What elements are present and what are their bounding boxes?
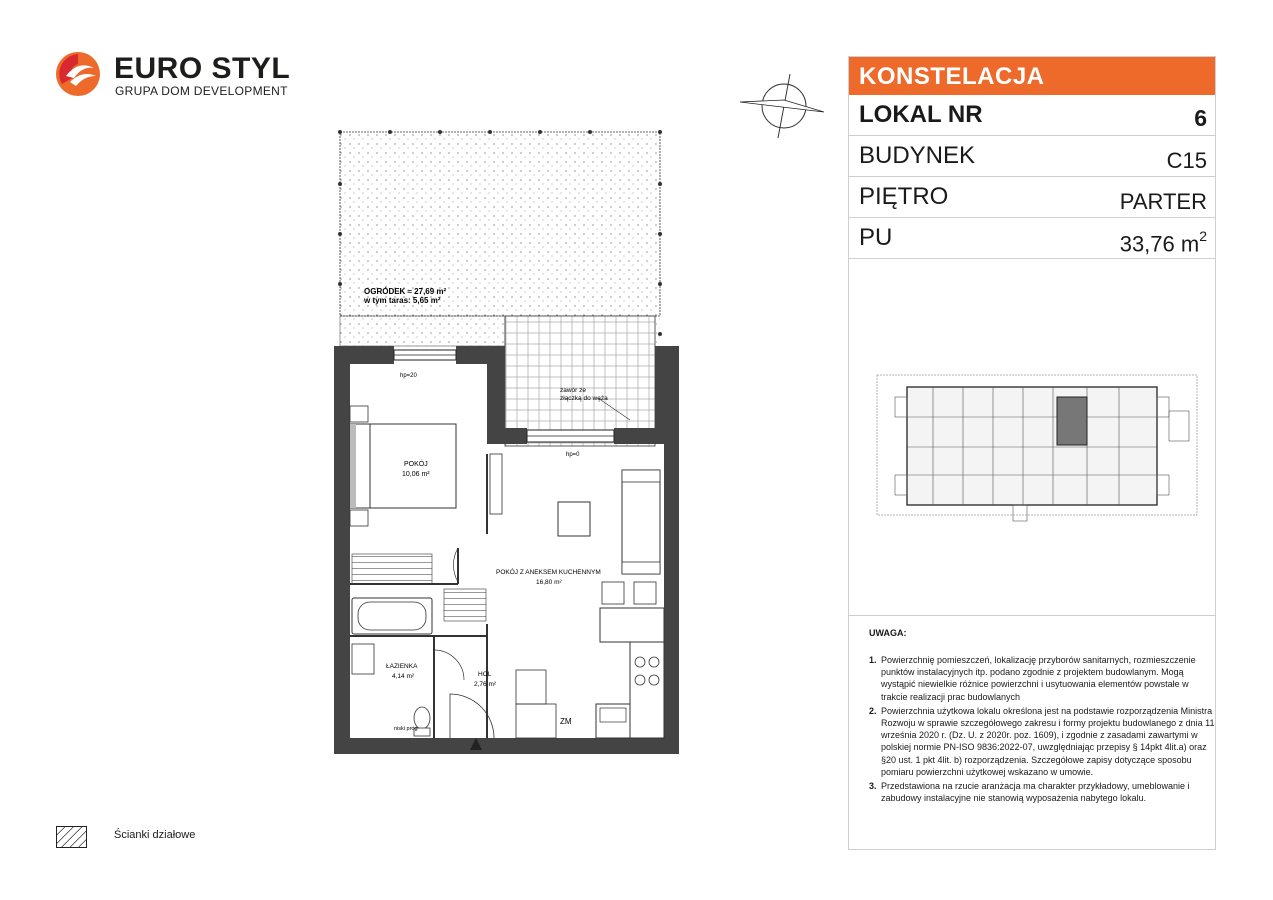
area-key: PU [859, 224, 893, 251]
bath-name: ŁAZIENKA [386, 663, 418, 670]
floor-key: PIĘTRO [859, 183, 949, 210]
legend-label: Ścianki działowe [114, 829, 196, 841]
legend-hatch-swatch [56, 826, 87, 848]
note-item-1: 1. Powierzchnię pomieszczeń, lokalizację przyborów sanitarnych, rozmieszczenie punktów instalacyjnych itp. podano zgodnie z projektem budowlanym. Mogą wystąpić niewielkie różnice powierzchni i usytuowania elementów powstałe w trakcie realizacji prac budowlanych [879, 654, 1215, 703]
hall-area: 2,76 m² [474, 681, 497, 688]
hall-name: HOL [478, 671, 492, 678]
notes-list [849, 654, 1215, 804]
brand-subtitle: GRUPA DOM DEVELOPMENT [115, 84, 288, 98]
garden-label: OGRÓDEK ≈ 27,69 m² [364, 287, 447, 296]
terrace-label: w tym taras: 5,65 m² [364, 296, 441, 305]
euro-styl-logo-icon [54, 50, 102, 98]
area-unit-exponent: 2 [1199, 228, 1207, 244]
hp0-label: hp=0 [566, 452, 580, 458]
room1-name: POKÓJ [404, 461, 428, 468]
brand-logo [54, 50, 294, 110]
area-value [1120, 230, 1207, 257]
floor-value: PARTER [1119, 189, 1207, 214]
valve-label-1: zawór ze [560, 387, 587, 394]
hp20-label: hp=20 [400, 373, 417, 379]
north-arrow-icon [738, 72, 828, 140]
row-floor [849, 177, 1215, 218]
row-area [849, 218, 1215, 259]
building-key: BUDYNEK [859, 142, 976, 169]
row-unit-number [849, 95, 1215, 136]
room2-name: POKÓJ Z ANEKSEM KUCHENNYM [496, 569, 601, 576]
building-value: C15 [1166, 148, 1207, 173]
bath-area: 4,14 m² [392, 673, 415, 680]
row-building [849, 136, 1215, 177]
note-item-3: 3. Przedstawiona na rzucie aranżacja ma charakter przykładowy, umeblowanie i zabudowy instalacyjne nie stanowią wyposażenia nabytego lokalu. [879, 780, 1215, 804]
toilet-note: niski próg [394, 726, 418, 732]
floor-plan [330, 124, 680, 760]
selected-unit-marker [1057, 397, 1087, 445]
unit-number-value: 6 [1194, 105, 1207, 131]
note-item-2: 2. Powierzchnia użytkowa lokalu określona jest na podstawie rozporządzenia Ministra Rozwoju w sprawie szczegółowego zakresu i formy projektu budowlanego z dnia 11 września 2020 r. (Dz. U. z 2020r. poz. 1609), i zgodnie z zasadami zawartymi w polskiej normie PN-ISO 9836:2022-07, uwzględniając przepisy § 14pkt 4lit.a) oraz §20 ust. 1 pkt 4lit. b) rozporządzenia. Szczegółowe zapisy dotyczące sposobu pomiaru powierzchni użytkowej wskazano w umowie. [879, 705, 1215, 778]
unit-info-panel [848, 56, 1216, 850]
unit-number-key: LOKAL NR [859, 101, 983, 128]
brand-name: EURO STYL [114, 52, 291, 85]
valve-label-2: złączką do węża [560, 395, 608, 402]
zm-label: ZM [560, 717, 572, 726]
project-title: KONSTELACJA [849, 57, 1215, 95]
room2-area: 16,80 m² [536, 579, 562, 586]
notes-heading: UWAGA: [869, 628, 907, 638]
room1-area: 10,06 m² [402, 471, 430, 478]
building-key-plan [873, 371, 1199, 523]
area-number: 33,76 m [1119, 231, 1200, 257]
notes-section [849, 615, 1215, 806]
